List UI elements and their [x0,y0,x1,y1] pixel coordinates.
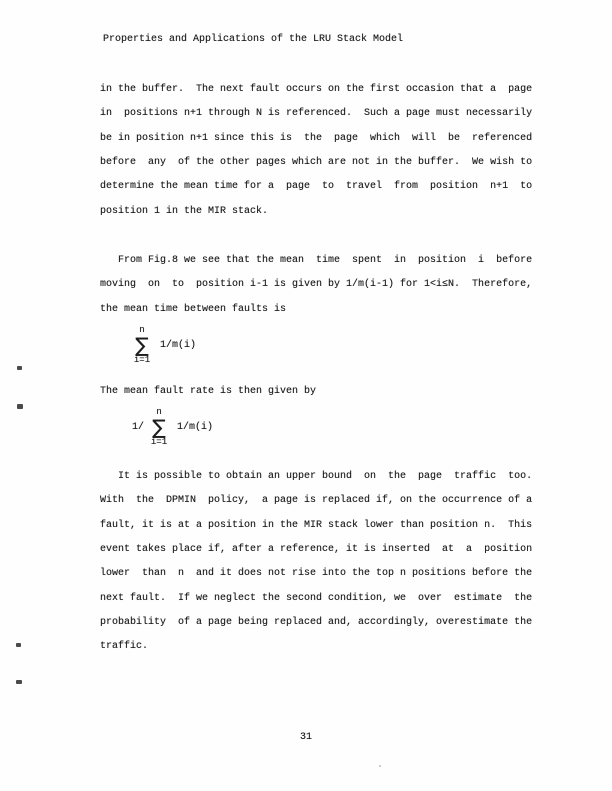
text-line: The mean fault rate is then given by [100,386,317,397]
sum-upper-limit: n [156,407,162,417]
scan-artifact [17,366,22,370]
summation-formula-mean-time [132,325,196,365]
text-line: be in position n+1 since this is the page which will be referenced [100,132,533,144]
formula-prefix: 1/ [132,421,145,433]
scan-artifact [379,765,381,767]
text-line: It is possible to obtain an upper bound on the page traffic too. [100,471,533,482]
text-line: With the DPMIN policy, a page is replaced if, on the occurrence of a [100,495,533,507]
sigma-symbol: ∑ [135,333,149,357]
text-line: before any of the other pages which are not in the buffer. We wish to [100,157,533,169]
text-line: position 1 in the MIR stack. [100,205,269,217]
sum-lower-limit: i=1 [133,355,151,365]
scan-artifact [17,404,23,409]
text-line: moving on to position i-1 is given by 1/m(i-1) for 1<i≤N. Therefore, [100,279,533,291]
paragraph-3 [100,380,316,404]
page-number: 31 [300,732,313,743]
text-line: determine the mean time for a page to travel from position n+1 to [100,181,533,193]
text-line: traffic. [100,641,149,653]
paragraph-4 [100,465,532,660]
sum-upper-limit: n [139,325,145,335]
text-line: in positions n+1 through N is referenced. Such a page must necessarily [100,108,533,120]
sum-lower-limit: i=1 [150,437,168,447]
text-line: probability of a page being replaced and, accordingly, overestimate the [100,617,533,629]
text-line: From Fig.8 we see that the mean time spent in position i before [100,255,533,266]
sum-expression: 1/m(i) [177,421,214,433]
summation-symbol-group [132,325,152,365]
scan-artifact [16,680,22,684]
sigma-symbol: ∑ [152,415,166,439]
paragraph-1 [100,78,532,224]
text-line: fault, it is at a position in the MIR stack lower than position n. This [100,519,533,531]
summation-symbol-group [149,407,169,447]
paragraph-2 [100,249,532,322]
text-line: in the buffer. The next fault occurs on the first occasion that a page [100,84,533,95]
sum-expression: 1/m(i) [160,339,197,351]
text-line: the mean time between faults is [100,303,287,315]
text-line: lower than n and it does not rise into the top n positions before the [100,568,533,580]
text-line: next fault. If we neglect the second condition, we over estimate the [100,592,533,604]
running-header: Properties and Applications of the LRU Stack Model [103,34,404,45]
scan-artifact [16,643,21,647]
summation-formula-fault-rate [132,407,213,447]
text-line: event takes place if, after a reference, it is inserted at a position [100,544,533,556]
